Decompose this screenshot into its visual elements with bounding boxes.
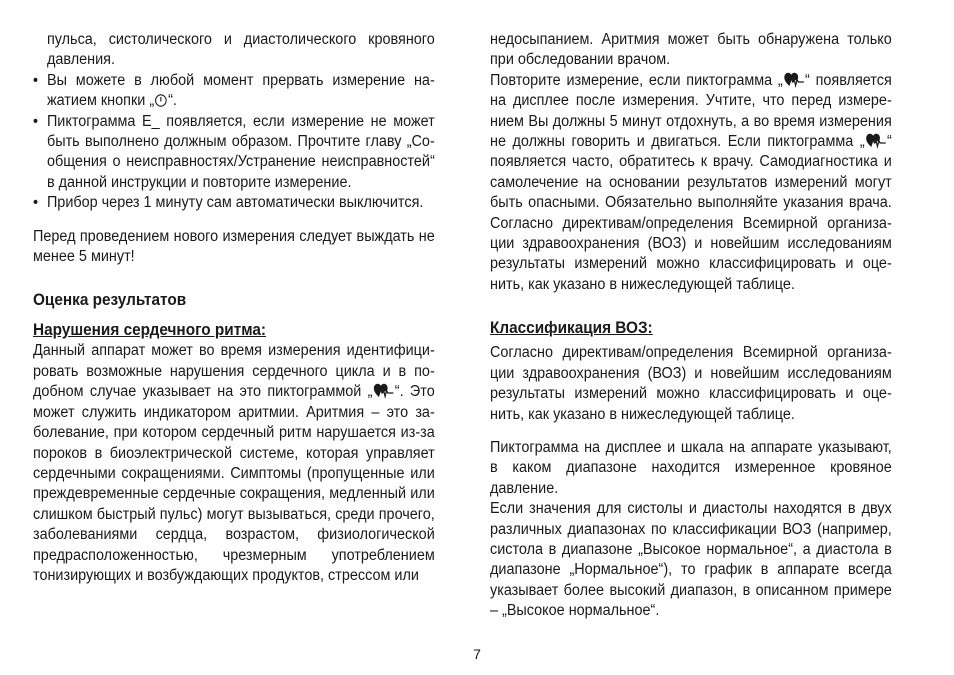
paragraph-text: Данный аппарат может во время измерения идентифицировать возможные нарушения сердечного цикла и в подобном случае указывает на это пиктограммой „ <box>33 342 435 401</box>
right-column <box>490 30 892 622</box>
subheading-who-classification: Классификация ВОЗ: <box>490 319 653 338</box>
paragraph-text-b: “ появляется на дисплее после измерения. Учтите, что перед измерением Вы должны 5 минут отдохнуть, а во время измерения не должны говорить и двигаться. Если пиктограмма „ <box>490 71 892 151</box>
bullet-auto-off: • Прибор через 1 минуту сам автоматически выключится. <box>33 193 435 213</box>
arrhythmia-heart-icon <box>784 72 804 88</box>
bullet-text: Вы можете в любой момент прервать измерение нажатием кнопки „ <box>46 71 435 110</box>
paragraph-text-a: Повторите измерение, если пиктограмма „ <box>490 71 783 89</box>
paragraph-text-end: “. Это может служить индикатором аритмии. Аритмия – это заболевание, при котором сердечный ритм нарушается из-за пороков в биоэлектрической системе, которая управляет сердечными сокращениями. Симптомы (пропущенные или преждевременные сердечные сокращения, медленный или слишком быстрый пульс) могут вызываться, среди прочего, заболеваниями сердца, возрастом, физиологической предрасположенностью, чрезмерным употреблением тонизирующих и возбуждающих продуктов, стрессом или <box>33 383 435 584</box>
paragraph-systole-diastole: Если значения для систолы и диастолы находятся в двух различных диапазонах по классификации ВОЗ (например, систола в диапазоне „Высокое нормальное“, а диастола в диапазоне „Нормальное“), то график в аппарате всегда указывает более высокий диапазон, в описанном примере – „Высокое нормальное“. <box>490 500 892 620</box>
left-column <box>33 30 435 586</box>
arrhythmia-heart-icon <box>866 133 886 149</box>
bullet-text-end: “. <box>168 92 177 110</box>
page-number: 7 <box>473 646 481 662</box>
paragraph-continued: пульса, систолического и диастолического кровяного давления. <box>46 31 435 69</box>
subheading-arrhythmia: Нарушения сердечного ритма: <box>33 321 267 340</box>
paragraph-who: Согласно директивам/определения Всемирной организации здравоохранения (ВОЗ) и новейшим исследованиям результаты измерений можно классифицировать и оценить, как указано в нижеследующей таблице. <box>490 344 892 423</box>
bullet-error-icon: • Пиктограмма E_ появляется, если измерение не может быть выполнено должным образом. Прочтите главу „Сообщения о неисправностях/Устранение неисправностей“ в данной инструкции и повторите измерение. <box>33 112 435 194</box>
paragraph-display-scale: Пиктограмма на дисплее и шкала на аппарате указывают, в каком диапазоне находится измеренное кровяное давление. <box>490 438 892 497</box>
paragraph-text-c: “ появляется часто, обратитесь к врачу. Самодиагностика и самолечение на основании результатов измерений могут быть опасными. Обязательно выполняйте указания врача. Согласно директивам/определения Всемирной организации здравоохранения (ВОЗ) и новейшим исследованиям результаты измерений можно классифицировать и оценить, как указано в нижеследующей таблице. <box>490 133 892 293</box>
paragraph-repeat-measurement <box>490 71 892 295</box>
paragraph-continued-right: недосыпанием. Аритмия может быть обнаружена только при обследовании врачом. <box>490 31 892 69</box>
power-button-icon <box>155 94 167 107</box>
bullet-interrupt-measurement <box>33 71 435 112</box>
paragraph-wait: Перед проведением нового измерения следует выждать не менее 5 минут! <box>33 227 435 266</box>
section-heading-evaluation: Оценка результатов <box>33 291 187 310</box>
paragraph-arrhythmia <box>33 341 435 586</box>
arrhythmia-heart-icon <box>373 383 393 399</box>
